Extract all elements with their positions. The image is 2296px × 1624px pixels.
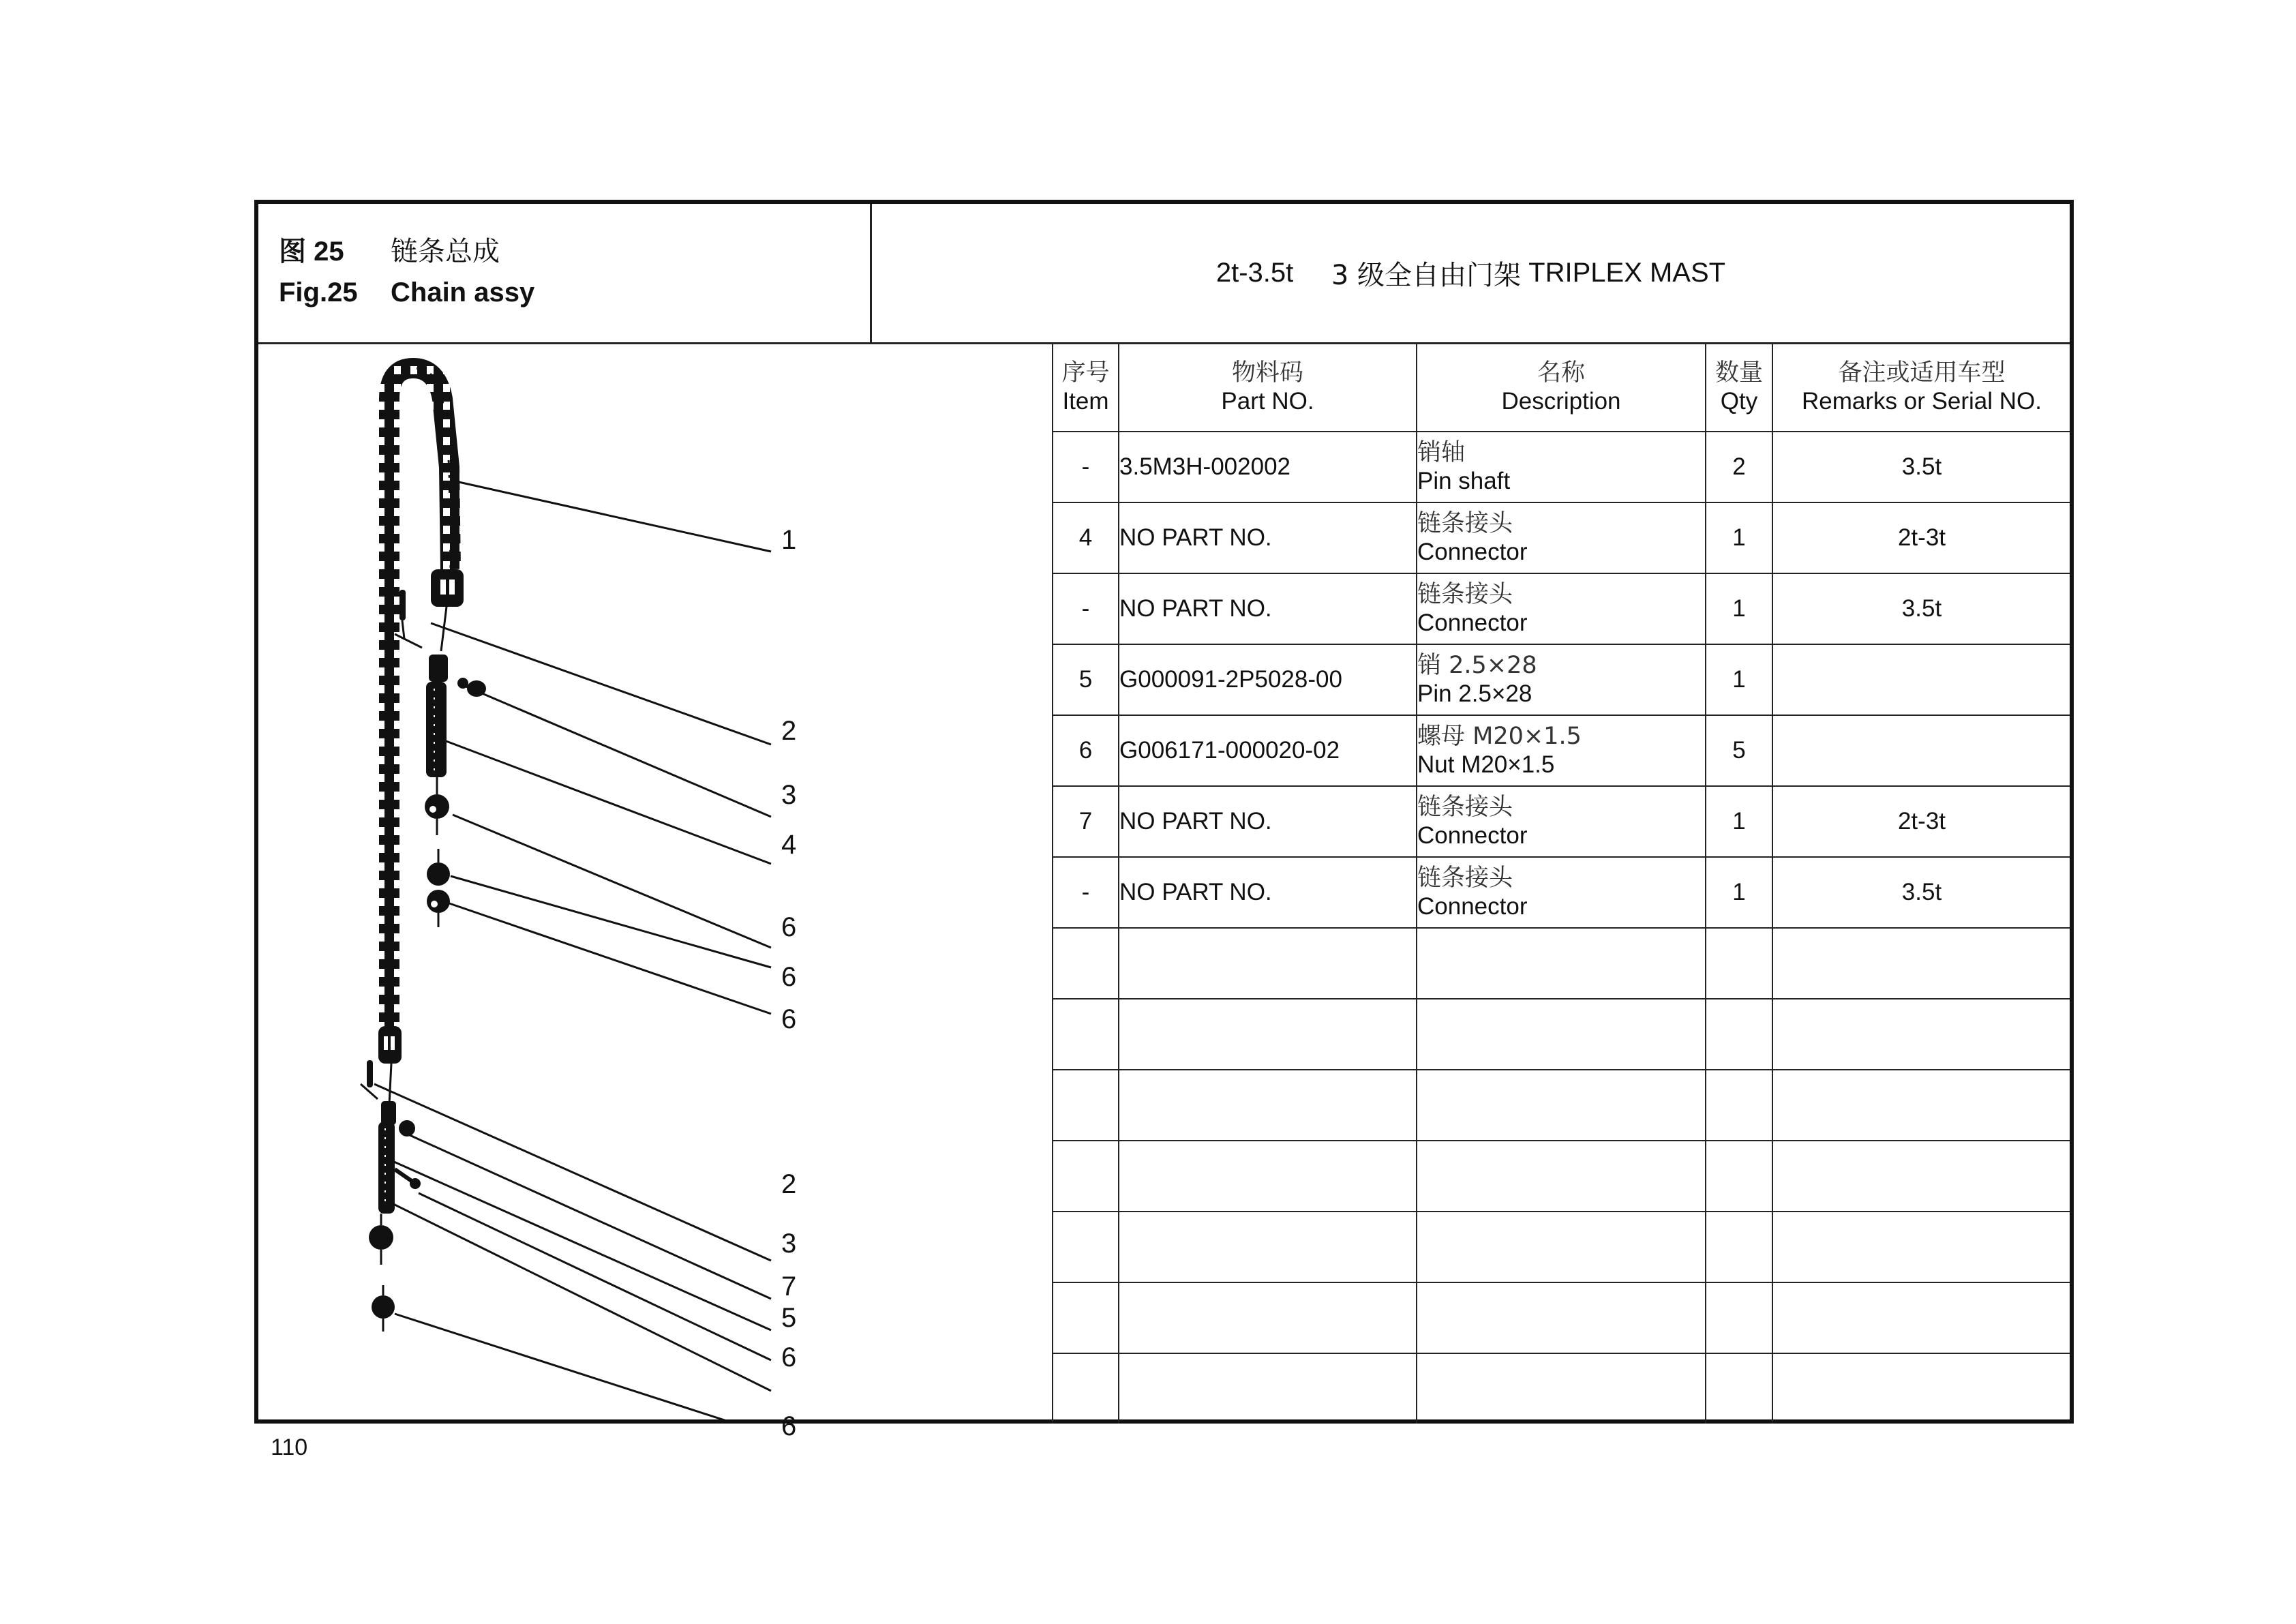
cell-part-no: [1119, 928, 1417, 999]
cell-description: [1417, 1212, 1706, 1282]
cell-description: [1417, 1141, 1706, 1212]
cell-description: [1417, 786, 1706, 857]
cell-remarks: 2t-3t: [1772, 786, 2070, 857]
cell-part-no: 3.5M3H-002002: [1119, 432, 1417, 502]
description-cn: 链条接头: [1417, 864, 1513, 892]
cell-item: [1053, 1353, 1119, 1424]
cell-remarks: [1772, 1353, 2070, 1424]
description-cn: 销 2.5×28: [1417, 651, 1537, 679]
figure-en-title: Chain assy: [391, 277, 535, 307]
cell-description: [1417, 999, 1706, 1070]
cell-item: 5: [1053, 644, 1119, 715]
parts-catalog-frame: [254, 200, 2074, 1441]
chain-assembly-illustration: [258, 344, 1052, 1424]
table-row: [1053, 573, 2070, 644]
table-row: [1053, 1212, 2070, 1282]
description-cn: 链条接头: [1417, 580, 1513, 608]
callout-3: 3: [781, 780, 797, 810]
cell-item: 4: [1053, 502, 1119, 573]
cell-description: [1417, 715, 1706, 786]
cell-remarks: 3.5t: [1772, 432, 2070, 502]
table-row: [1053, 1141, 2070, 1212]
cell-qty: 1: [1706, 786, 1772, 857]
cell-qty: 1: [1706, 857, 1772, 928]
col-description: 名称 Description: [1417, 344, 1706, 432]
callout-2: 2: [781, 716, 797, 746]
cell-part-no: G006171-000020-02: [1119, 715, 1417, 786]
description-en: Nut M20×1.5: [1417, 751, 1555, 778]
cell-item: [1053, 1282, 1119, 1353]
table-row: [1053, 644, 2070, 715]
cell-description: [1417, 644, 1706, 715]
mast-en: TRIPLEX MAST: [1528, 258, 1726, 288]
cell-item: -: [1053, 857, 1119, 928]
cell-remarks: [1772, 1282, 2070, 1353]
cell-remarks: 3.5t: [1772, 857, 2070, 928]
table-row: [1053, 999, 2070, 1070]
description-cn: 链条接头: [1417, 793, 1513, 821]
cell-qty: [1706, 928, 1772, 999]
cell-remarks: [1772, 1070, 2070, 1141]
description-cn: 销轴: [1417, 438, 1466, 466]
cell-remarks: 2t-3t: [1772, 502, 2070, 573]
cell-part-no: [1119, 1282, 1417, 1353]
description-en: Connector: [1417, 892, 1528, 920]
table-row: [1053, 715, 2070, 786]
cell-description: [1417, 573, 1706, 644]
col-item: 序号 Item: [1053, 344, 1119, 432]
cell-remarks: [1772, 715, 2070, 786]
cell-remarks: [1772, 999, 2070, 1070]
figure-cn-title: 链条总成: [391, 236, 500, 267]
cell-qty: 1: [1706, 644, 1772, 715]
cell-item: [1053, 1070, 1119, 1141]
figure-cn-label: 图 25: [279, 237, 344, 267]
callout-4: 4: [781, 830, 797, 860]
table-row: [1053, 432, 2070, 502]
cell-part-no: NO PART NO.: [1119, 502, 1417, 573]
cell-description: [1417, 857, 1706, 928]
table-row: [1053, 786, 2070, 857]
col-remarks: 备注或适用车型 Remarks or Serial NO.: [1772, 344, 2070, 432]
callout-6: 6: [781, 1411, 797, 1441]
table-row: [1053, 502, 2070, 573]
cell-qty: 2: [1706, 432, 1772, 502]
callout-3: 3: [781, 1229, 797, 1259]
table-row: [1053, 1282, 2070, 1353]
cell-part-no: G000091-2P5028-00: [1119, 644, 1417, 715]
cell-part-no: [1119, 1070, 1417, 1141]
callout-6: 6: [781, 1004, 797, 1034]
figure-en-label: Fig.25: [279, 277, 358, 307]
cell-item: [1053, 1141, 1119, 1212]
cell-qty: [1706, 999, 1772, 1070]
cell-item: -: [1053, 432, 1119, 502]
col-qty: 数量 Qty: [1706, 344, 1772, 432]
description-en: Pin shaft: [1417, 467, 1511, 494]
cell-remarks: [1772, 1212, 2070, 1282]
callout-7: 7: [781, 1272, 797, 1302]
cell-item: -: [1053, 573, 1119, 644]
description-en: Connector: [1417, 822, 1528, 849]
cell-part-no: NO PART NO.: [1119, 786, 1417, 857]
callout-1: 1: [781, 525, 797, 555]
cell-qty: [1706, 1212, 1772, 1282]
cell-part-no: [1119, 1353, 1417, 1424]
cell-description: [1417, 928, 1706, 999]
cell-qty: 1: [1706, 573, 1772, 644]
cell-part-no: [1119, 1212, 1417, 1282]
cell-description: [1417, 1282, 1706, 1353]
cell-qty: [1706, 1353, 1772, 1424]
cell-description: [1417, 1353, 1706, 1424]
table-row: [1053, 1070, 2070, 1141]
mast-title: [872, 204, 2070, 342]
col-part-no: 物料码 Part NO.: [1119, 344, 1417, 432]
exploded-drawing: [258, 344, 1052, 1441]
cell-qty: 5: [1706, 715, 1772, 786]
table-row: [1053, 928, 2070, 999]
description-en: Pin 2.5×28: [1417, 680, 1532, 707]
callout-6: 6: [781, 912, 797, 942]
cell-item: [1053, 1212, 1119, 1282]
parts-table: [1052, 344, 2070, 1424]
callout-6: 6: [781, 962, 797, 992]
cell-remarks: 3.5t: [1772, 573, 2070, 644]
cell-remarks: [1772, 1141, 2070, 1212]
description-cn: 链条接头: [1417, 509, 1513, 537]
page-number: 110: [271, 1434, 308, 1460]
callout-5: 5: [781, 1303, 797, 1333]
callout-2: 2: [781, 1169, 797, 1199]
cell-part-no: NO PART NO.: [1119, 857, 1417, 928]
description-cn: 螺母 M20×1.5: [1417, 722, 1582, 750]
callout-6: 6: [781, 1342, 797, 1372]
description-en: Connector: [1417, 538, 1528, 565]
cell-description: [1417, 432, 1706, 502]
cell-part-no: [1119, 1141, 1417, 1212]
table-row: [1053, 857, 2070, 928]
cell-qty: [1706, 1282, 1772, 1353]
cell-remarks: [1772, 644, 2070, 715]
description-en: Connector: [1417, 609, 1528, 636]
cell-description: [1417, 1070, 1706, 1141]
cell-qty: [1706, 1070, 1772, 1141]
figure-title: [279, 231, 534, 313]
model-range: 2t-3.5t: [1215, 258, 1294, 288]
table-header-row: [1053, 344, 2070, 432]
cell-remarks: [1772, 928, 2070, 999]
cell-part-no: NO PART NO.: [1119, 573, 1417, 644]
cell-part-no: [1119, 999, 1417, 1070]
cell-item: [1053, 999, 1119, 1070]
mast-cn: 3 级全自由门架: [1331, 260, 1522, 291]
cell-item: 6: [1053, 715, 1119, 786]
cell-item: 7: [1053, 786, 1119, 857]
cell-qty: 1: [1706, 502, 1772, 573]
cell-qty: [1706, 1141, 1772, 1212]
cell-description: [1417, 502, 1706, 573]
cell-item: [1053, 928, 1119, 999]
table-row: [1053, 1353, 2070, 1424]
